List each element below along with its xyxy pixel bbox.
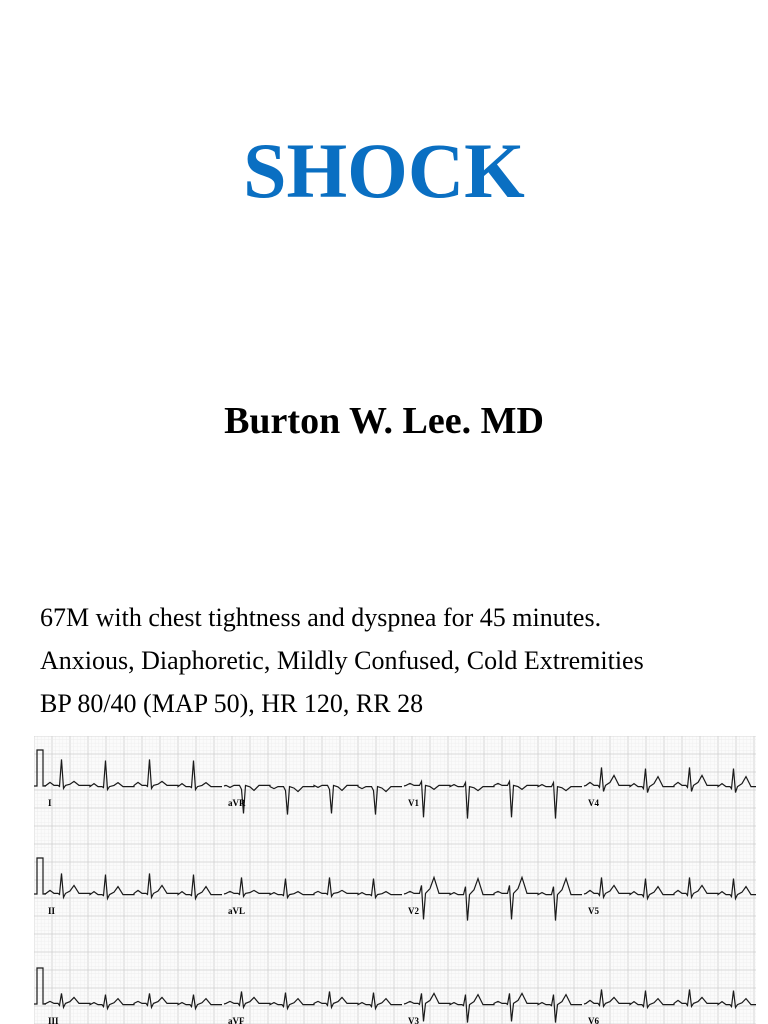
ecg-trace-v1 (404, 781, 582, 818)
case-description (40, 596, 760, 725)
ecg-lead-label: V2 (408, 906, 419, 916)
ecg-lead-labels (48, 798, 599, 1024)
ecg-lead-label: I (48, 798, 52, 808)
ecg-strip (34, 736, 756, 1024)
ecg-lead-label: V5 (588, 906, 599, 916)
ecg-lead-label: aVF (228, 1016, 245, 1024)
case-line: 67M with chest tightness and dyspnea for 45 minutes. (40, 603, 602, 632)
calibration-pulse (34, 750, 46, 786)
ecg-lead-label: aVL (228, 906, 246, 916)
ecg-trace-v2 (404, 877, 582, 920)
calibration-pulse (34, 858, 46, 894)
ecg-lead-label: V4 (588, 798, 599, 808)
ecg-grid (34, 736, 756, 1024)
author-name: Burton W. Lee. MD (224, 400, 544, 442)
slide-title: SHOCK (243, 127, 525, 214)
ecg-lead-label: V6 (588, 1016, 599, 1024)
ecg-lead-label: III (48, 1016, 59, 1024)
case-line: BP 80/40 (MAP 50), HR 120, RR 28 (40, 689, 424, 718)
ecg-lead-label: V3 (408, 1016, 419, 1024)
ecg-lead-label: V1 (408, 798, 419, 808)
case-line: Anxious, Diaphoretic, Mildly Confused, Cold Extremities (40, 646, 644, 675)
ecg-tracing-image (34, 736, 756, 1024)
ecg-trace-i (44, 759, 222, 789)
ecg-trace-ii (44, 873, 222, 898)
ecg-lead-label: II (48, 906, 56, 916)
ecg-trace-v3 (404, 993, 582, 1022)
ecg-lead-label: aVR (228, 798, 246, 808)
